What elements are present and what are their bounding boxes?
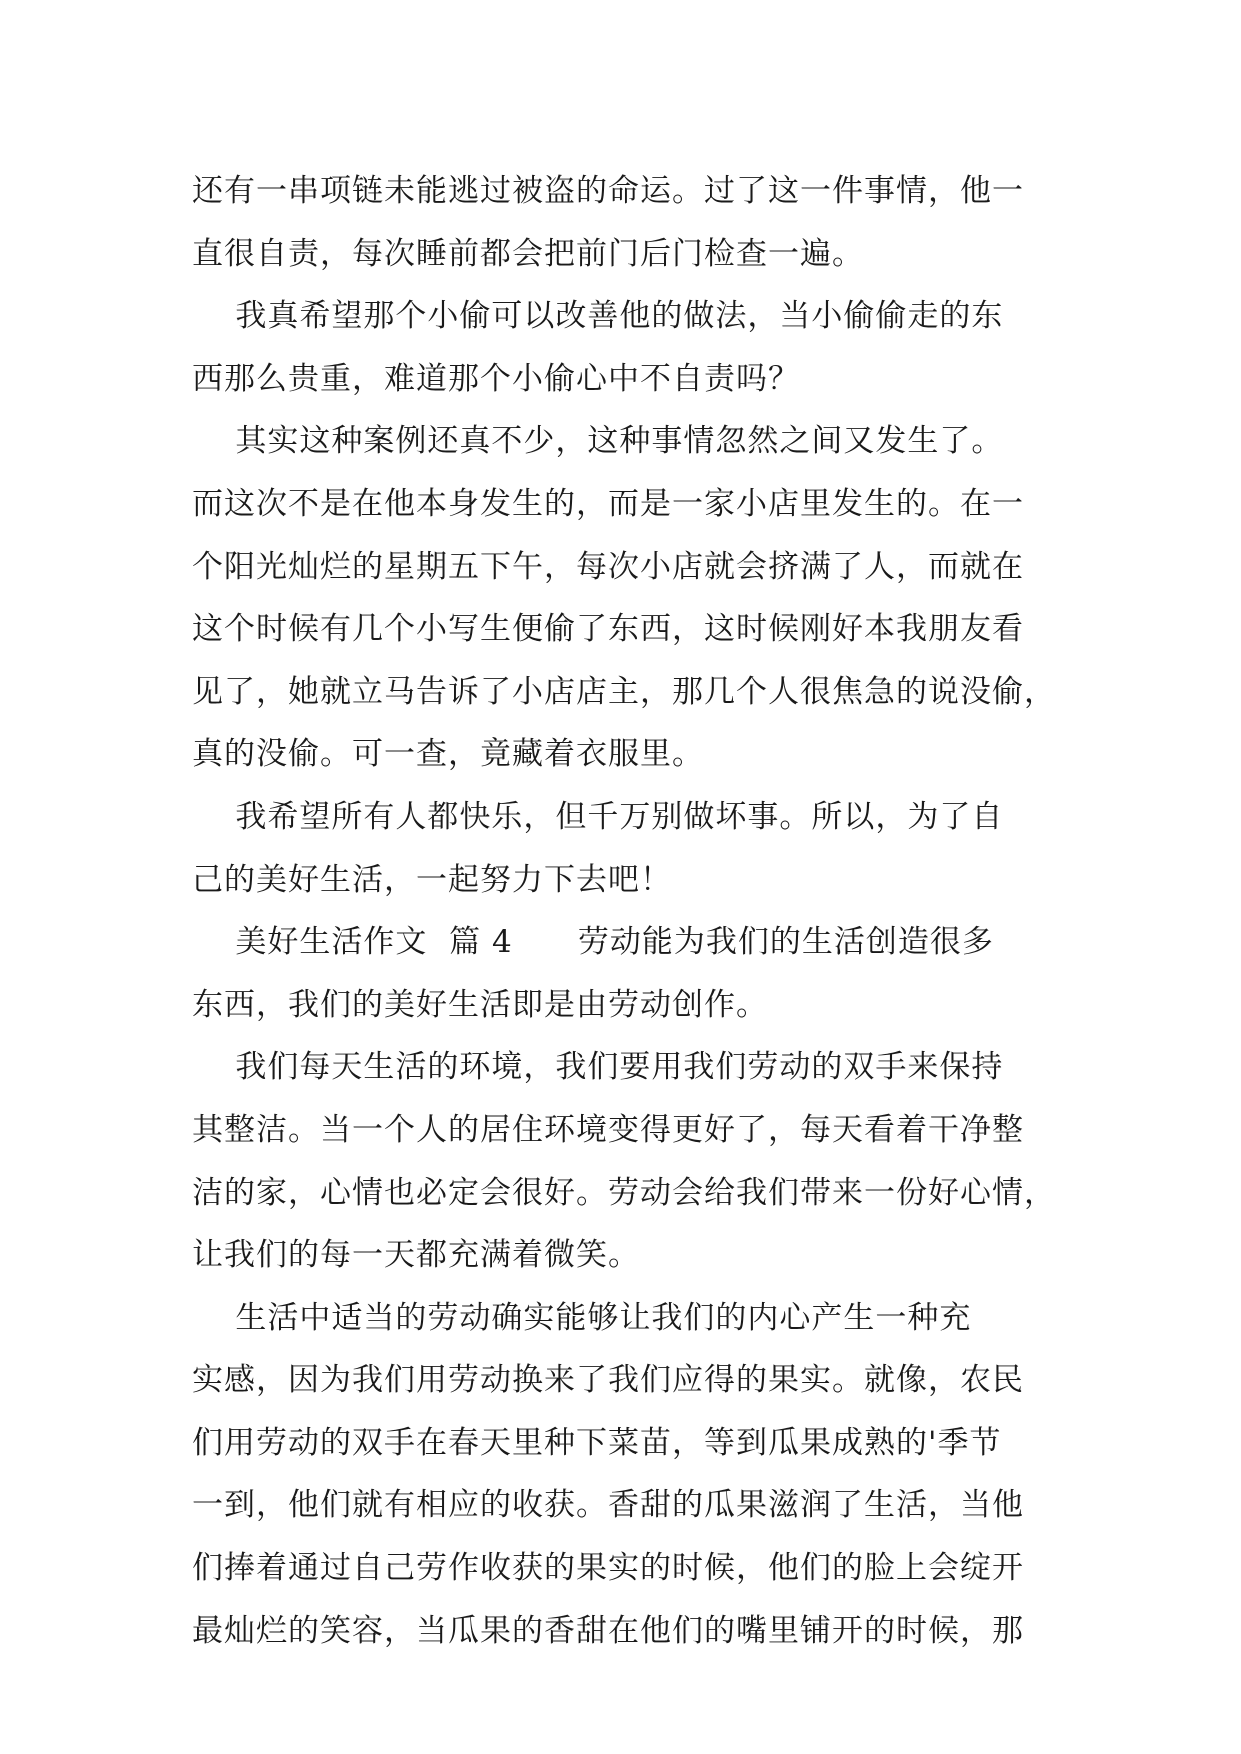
text-line: 最灿烂的笑容，当瓜果的香甜在他们的嘴里铺开的时候，那 bbox=[192, 1612, 1024, 1649]
text-line: 个阳光灿烂的星期五下午，每次小店就会挤满了人，而就在 bbox=[192, 548, 1024, 585]
text-line: 其实这种案例还真不少，这种事情忽然之间又发生了。 bbox=[192, 423, 1004, 460]
text-line: 见了，她就立马告诉了小店店主，那几个人很焦急的说没偷， bbox=[192, 673, 1056, 710]
text-line: 己的美好生活，一起努力下去吧！ bbox=[192, 861, 672, 898]
body-text bbox=[192, 160, 1056, 1662]
text-line: 洁的家，心情也必定会很好。劳动会给我们带来一份好心情， bbox=[192, 1174, 1056, 1211]
text-line: 还有一串项链未能逃过被盗的命运。过了这一件事情，他一 bbox=[192, 173, 1024, 209]
text-line: 我们每天生活的环境，我们要用我们劳动的双手来保持 bbox=[192, 1049, 1004, 1086]
text-line: 实感，因为我们用劳动换来了我们应得的果实。就像，农民 bbox=[192, 1362, 1024, 1399]
text-line: 一到，他们就有相应的收获。香甜的瓜果滋润了生活，当他 bbox=[192, 1487, 1024, 1524]
text-line: 直很自责，每次睡前都会把前门后门检查一遍。 bbox=[192, 235, 864, 272]
text-line: 我真希望那个小偷可以改善他的做法，当小偷偷走的东 bbox=[192, 298, 1004, 335]
section-heading-line: 美好生活作文 篇 4 劳动能为我们的生活创造很多 bbox=[192, 924, 994, 961]
text-line: 们捧着通过自己劳作收获的果实的时候，他们的脸上会绽开 bbox=[192, 1550, 1024, 1587]
text-line: 东西，我们的美好生活即是由劳动创作。 bbox=[192, 986, 768, 1023]
text-line: 让我们的每一天都充满着微笑。 bbox=[192, 1237, 640, 1274]
text-line: 们用劳动的双手在春天里种下菜苗，等到瓜果成熟的'季节 bbox=[192, 1424, 1002, 1461]
text-line: 我希望所有人都快乐，但千万别做坏事。所以，为了自 bbox=[192, 798, 1004, 835]
text-line: 真的没偷。可一查，竟藏着衣服里。 bbox=[192, 736, 704, 773]
text-line: 西那么贵重，难道那个小偷心中不自责吗？ bbox=[192, 360, 800, 397]
text-line: 生活中适当的劳动确实能够让我们的内心产生一种充 bbox=[192, 1299, 972, 1336]
text-line: 而这次不是在他本身发生的，而是一家小店里发生的。在一 bbox=[192, 485, 1024, 522]
text-line: 其整洁。当一个人的居住环境变得更好了，每天看着干净整 bbox=[192, 1111, 1024, 1148]
text-line: 这个时候有几个小写生便偷了东西，这时候刚好本我朋友看 bbox=[192, 611, 1024, 648]
